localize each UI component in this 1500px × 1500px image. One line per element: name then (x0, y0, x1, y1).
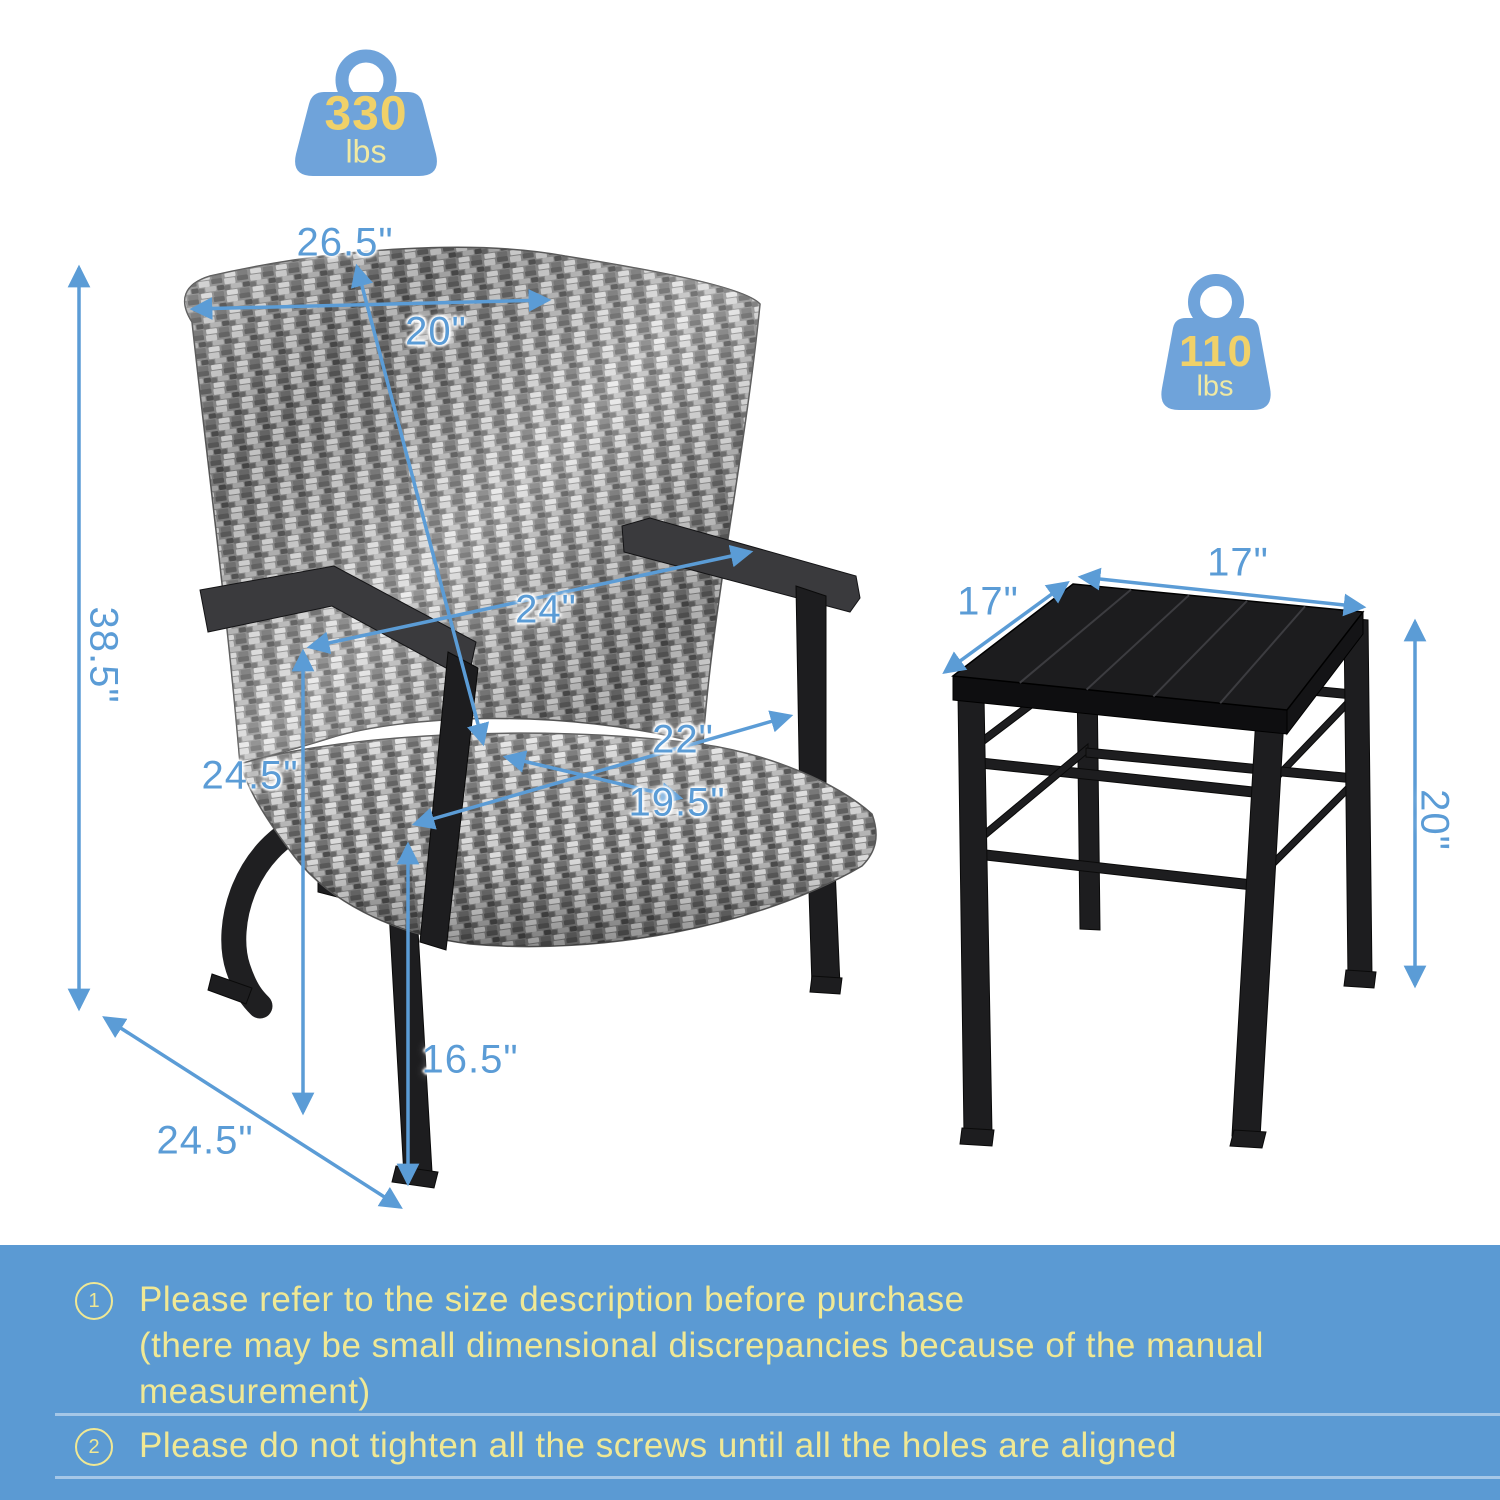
notes-banner (0, 1245, 1500, 1500)
chair-back-length-label: 26.5" (296, 220, 394, 265)
note-2 (75, 1423, 1177, 1469)
chair-back-width-label: 20" (405, 309, 467, 354)
table-depth-label: 17" (957, 579, 1019, 624)
note-2-text (139, 1423, 1177, 1469)
chair-weight-value: 330 (324, 87, 408, 141)
note-1-line-1: Please refer to the size description before purchase (139, 1280, 965, 1319)
side-table-illustration (953, 584, 1376, 1148)
note-1 (75, 1277, 1264, 1415)
note-1-text (139, 1277, 1264, 1415)
banner-bottom-divider (55, 1476, 1500, 1479)
table-weight-unit: lbs (1196, 370, 1234, 403)
chair-arm-span-label: 24" (515, 587, 577, 632)
chair-seat (240, 733, 876, 946)
chair-weight-unit: lbs (345, 133, 387, 170)
chair-depth-label: 24.5" (156, 1118, 254, 1163)
note-1-number: 1 (75, 1282, 113, 1320)
table-height-label: 20" (1412, 789, 1457, 851)
table-width-label: 17" (1207, 540, 1269, 585)
table-weight-value: 110 (1179, 327, 1253, 376)
chair-arm-height-label: 24.5" (201, 753, 299, 798)
note-1-line-2: (there may be small dimensional discrepancies because of the manual (139, 1326, 1264, 1365)
chair-seat-depth-label: 19.5" (628, 780, 726, 825)
chair-height-label: 38.5" (81, 606, 126, 704)
note-2-line-1: Please do not tighten all the screws until all the holes are aligned (139, 1426, 1177, 1465)
chair-seat-front-height-label: 16.5" (421, 1037, 519, 1082)
chair-depth-arrow (105, 1018, 400, 1207)
chair-seat-width-label: 22" (652, 717, 714, 762)
chair-illustration (185, 247, 876, 1188)
notes-divider (55, 1413, 1500, 1416)
note-2-number: 2 (75, 1428, 113, 1466)
note-1-line-3: measurement) (139, 1372, 371, 1411)
